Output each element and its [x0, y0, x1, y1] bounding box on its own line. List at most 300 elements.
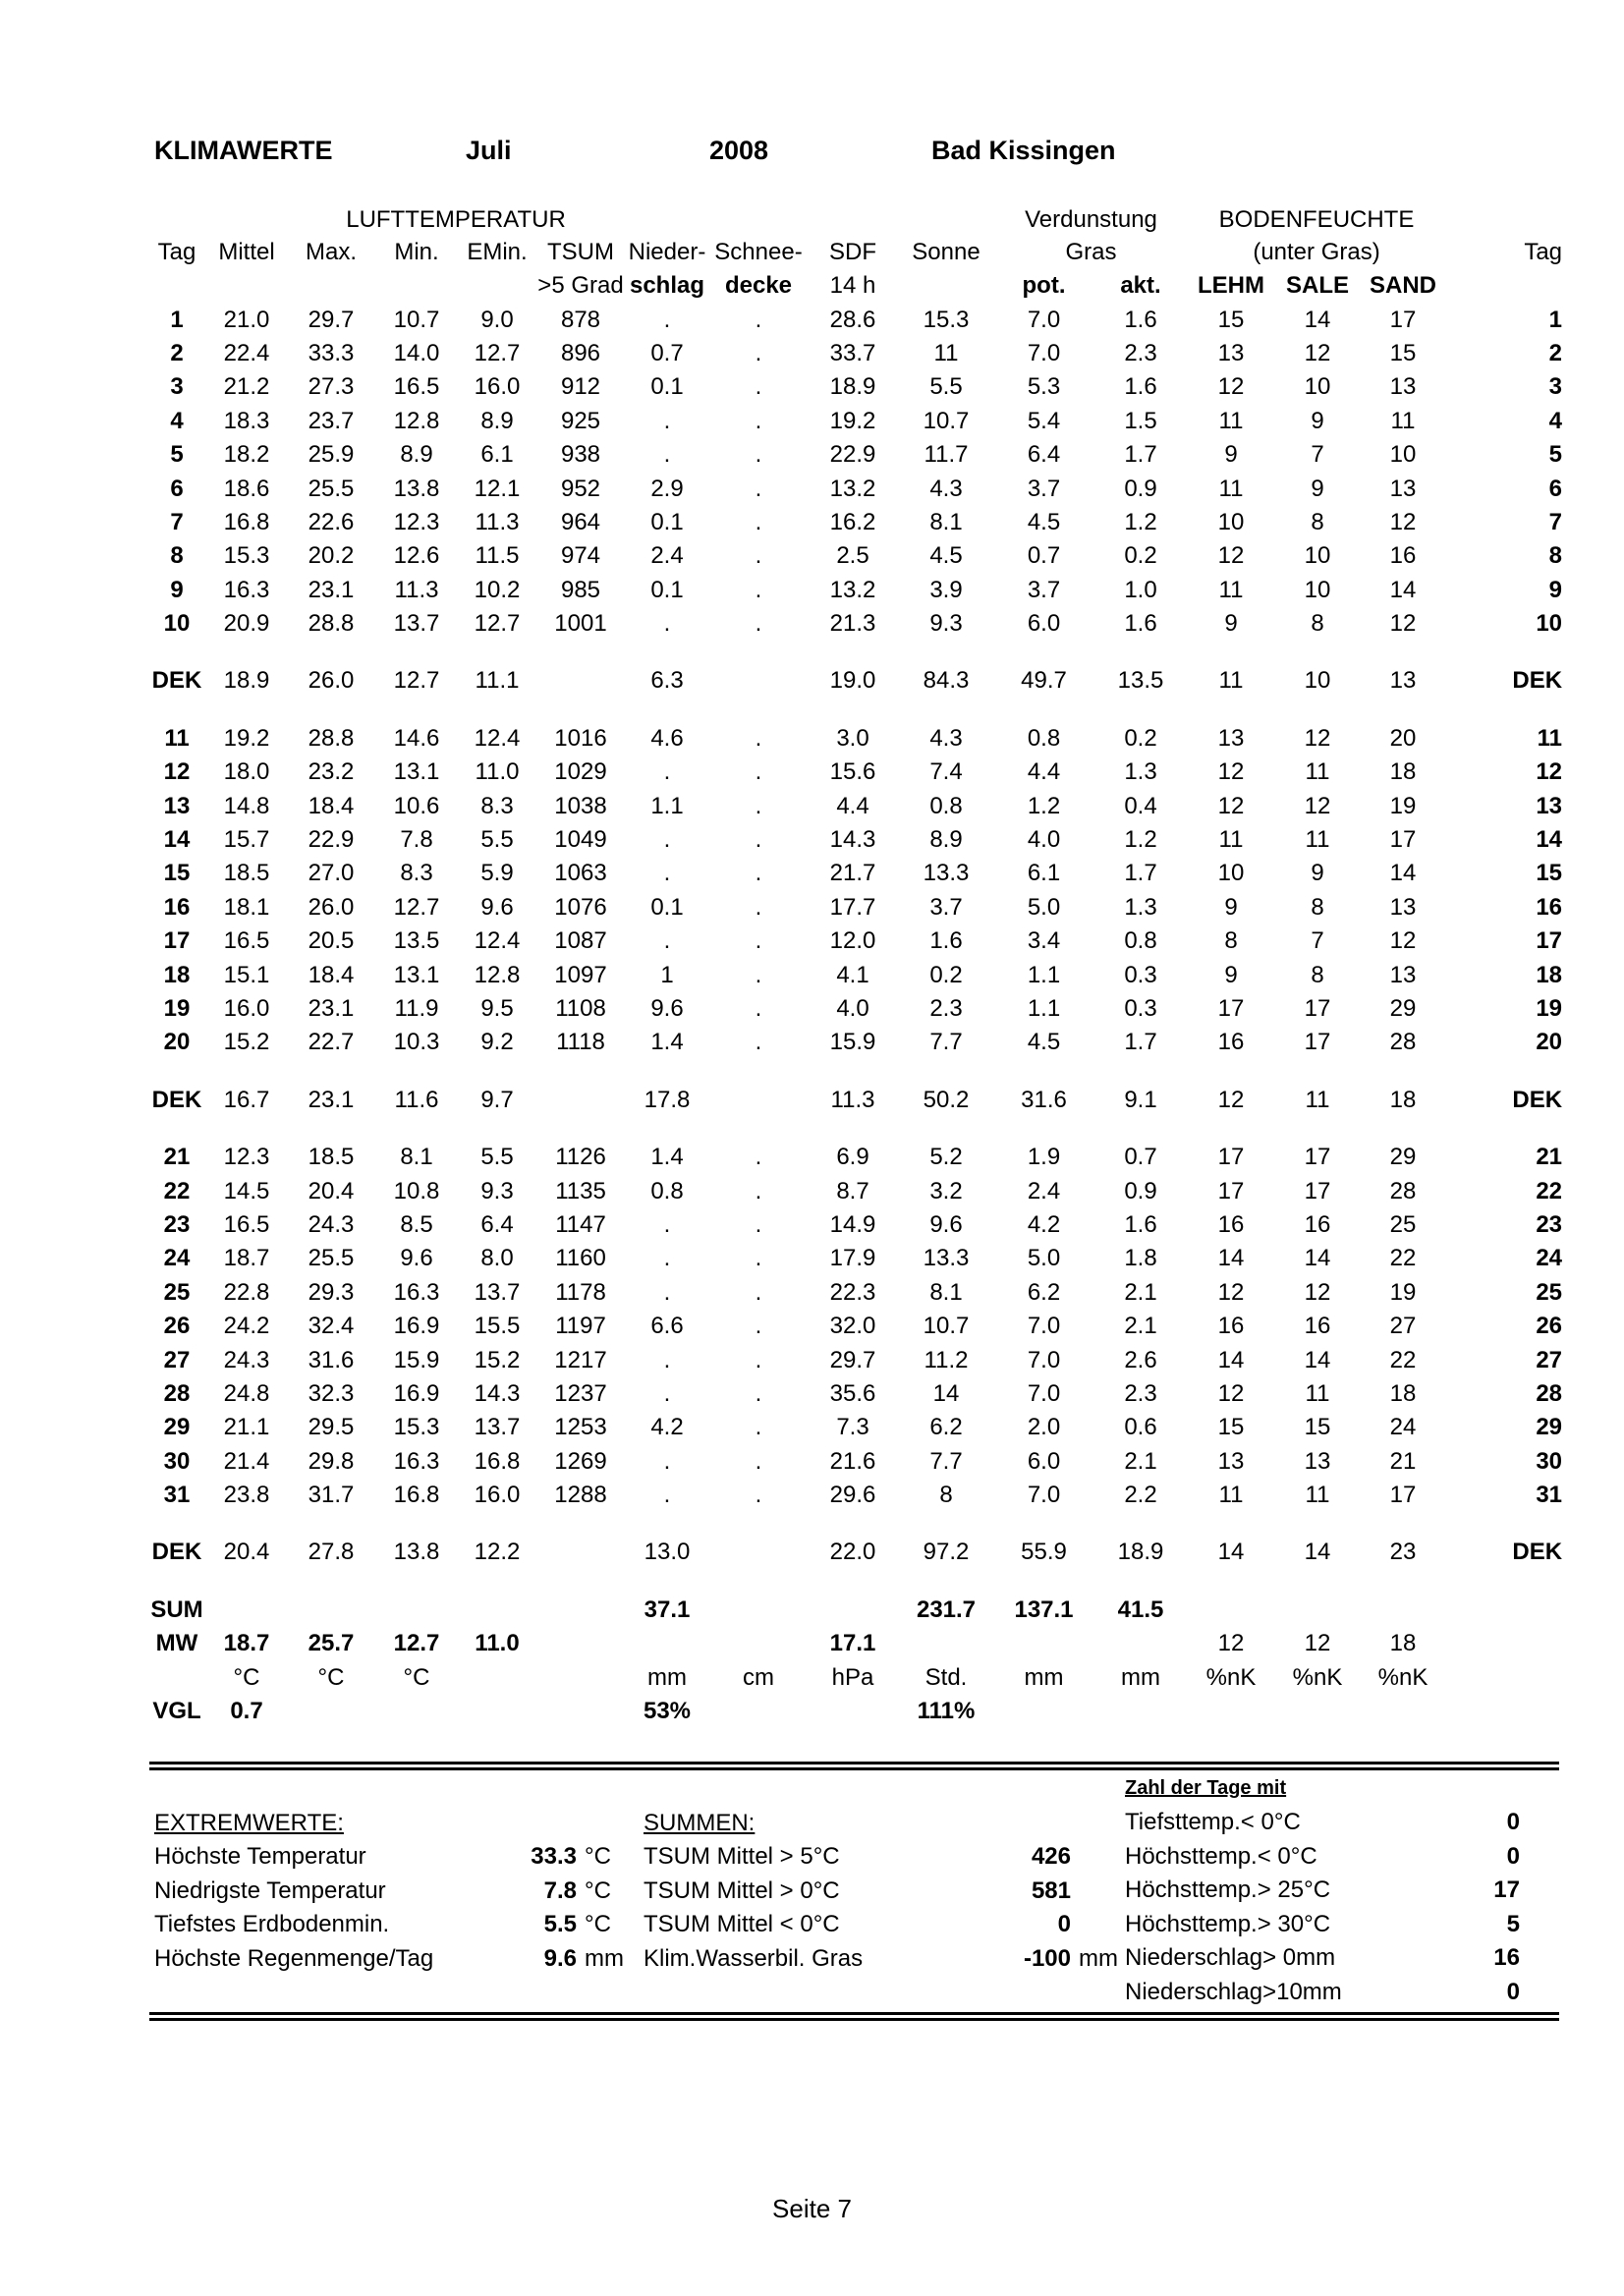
table-cell: 12	[1304, 724, 1331, 752]
table-cell: 18.4	[308, 792, 355, 819]
table-cell: DEK	[151, 667, 202, 695]
table-cell: mm	[647, 1663, 687, 1691]
divider-top-1	[149, 1762, 1559, 1764]
table-cell: 1135	[555, 1177, 606, 1204]
table-cell: 12	[1304, 792, 1331, 819]
table-cell: 12	[1217, 1278, 1245, 1306]
table-cell: 3.7	[1027, 576, 1061, 603]
zahl-value: 0	[1506, 1978, 1520, 2005]
table-cell: 17	[1304, 1029, 1331, 1056]
table-cell: 13.3	[923, 1245, 970, 1272]
divider-bottom-1	[149, 2012, 1559, 2015]
table-cell: 2.2	[1124, 1482, 1157, 1509]
table-cell: 16.5	[223, 927, 270, 955]
table-cell	[458, 1660, 536, 1694]
table-cell: 13.7	[474, 1414, 521, 1441]
table-cell: 10.6	[393, 792, 440, 819]
table-cell: 10	[1304, 667, 1331, 695]
table-cell: 2.1	[1124, 1313, 1157, 1340]
table-row	[147, 303, 1562, 336]
table-cell: 11.0	[475, 1630, 520, 1657]
table-row	[147, 607, 1562, 641]
table-cell: .	[663, 758, 671, 786]
table-cell: .	[663, 1210, 671, 1238]
table-cell: 16	[1217, 1210, 1245, 1238]
table-cell: 3.7	[929, 893, 963, 921]
table-cell: 5.5	[929, 373, 963, 401]
header-cell: Tag	[1524, 239, 1563, 266]
table-cell: 985	[560, 576, 601, 603]
table-row	[147, 438, 1562, 472]
table-cell: 25.7	[308, 1630, 355, 1657]
table-cell: 11.1	[475, 667, 520, 695]
table-cell: 18	[1389, 1379, 1417, 1407]
table-cell: DEK	[1512, 667, 1563, 695]
table-cell: 7	[1311, 927, 1324, 955]
table-cell: .	[755, 1245, 762, 1272]
table-row	[147, 1242, 1562, 1275]
table-cell: 7.0	[1027, 1346, 1061, 1373]
table-cell: 15.3	[393, 1414, 440, 1441]
spacer-row	[147, 1060, 1562, 1084]
table-cell: 0.6	[1124, 1414, 1157, 1441]
table-cell: 17	[1389, 1482, 1417, 1509]
table-cell	[709, 1084, 808, 1117]
table-cell: 0.8	[929, 792, 963, 819]
table-cell: DEK	[1512, 1086, 1563, 1113]
table-cell: 2.3	[1124, 339, 1157, 366]
table-cell: .	[663, 1245, 671, 1272]
table-cell: 55.9	[1021, 1539, 1067, 1566]
table-cell: 4.5	[1027, 508, 1061, 535]
table-cell: 28	[163, 1379, 191, 1407]
table-cell: .	[755, 1313, 762, 1340]
table-cell	[898, 1627, 994, 1660]
table-cell: .	[755, 893, 762, 921]
table-cell: 0.2	[1124, 724, 1157, 752]
table-cell: 49.7	[1021, 667, 1067, 695]
table-cell: 18.7	[223, 1630, 270, 1657]
table-cell: 29	[1389, 995, 1417, 1022]
table-cell: 29	[1389, 1144, 1417, 1171]
table-cell: 6.4	[480, 1210, 514, 1238]
table-cell: 11	[1218, 407, 1244, 434]
table-cell: 4.5	[929, 542, 963, 570]
table-cell: 12	[163, 758, 191, 786]
zahl-value: 16	[1493, 1944, 1520, 1971]
table-cell: 22.8	[223, 1278, 270, 1306]
table-row	[147, 823, 1562, 857]
table-cell: 12	[1217, 373, 1245, 401]
table-cell: 896	[560, 339, 601, 366]
header-cell: Schnee-	[714, 239, 803, 266]
table-cell: 24.2	[223, 1313, 270, 1340]
table-cell: 12	[1389, 508, 1417, 535]
table-cell: 1.1	[650, 792, 684, 819]
extremwerte-value: 5.5	[543, 1911, 577, 1937]
table-cell: 7.0	[1027, 1379, 1061, 1407]
table-cell: 10.7	[923, 1313, 970, 1340]
table-cell: 5	[170, 441, 184, 469]
table-cell: 13	[1217, 724, 1245, 752]
table-cell: 1087	[554, 927, 607, 955]
table-cell: 11.5	[475, 542, 520, 570]
table-cell: akt.	[1120, 272, 1161, 300]
table-cell: 1	[660, 961, 674, 988]
table-cell: 1.2	[1027, 792, 1061, 819]
table-cell: 6.2	[929, 1414, 963, 1441]
table-cell: 3	[1548, 373, 1563, 401]
table-cell: 11	[1218, 826, 1244, 854]
table-cell	[375, 1594, 458, 1627]
dekade-row	[147, 664, 1562, 698]
header-cell: TSUM	[547, 239, 614, 266]
table-cell: 7.7	[929, 1447, 963, 1475]
table-cell: 8.0	[480, 1245, 514, 1272]
extremwerte-section	[152, 1776, 1557, 2012]
table-cell: 11	[1537, 724, 1563, 752]
table-row	[147, 405, 1562, 438]
table-row	[147, 574, 1562, 607]
table-cell: .	[755, 542, 762, 570]
table-cell: 17	[1389, 826, 1417, 854]
units-row	[147, 1660, 1562, 1694]
table-cell: .	[755, 826, 762, 854]
table-cell: 11.0	[475, 758, 520, 786]
table-cell: 16	[1304, 1313, 1331, 1340]
table-cell: 10	[163, 610, 191, 638]
table-cell: 29.8	[308, 1447, 355, 1475]
table-cell: 15.3	[223, 542, 270, 570]
table-cell: 22.4	[223, 339, 270, 366]
table-cell: 15.9	[393, 1346, 440, 1373]
header-cell: Mittel	[218, 239, 275, 266]
table-cell: 18.0	[223, 758, 270, 786]
table-cell: 964	[560, 508, 601, 535]
table-cell: 11	[1305, 1482, 1330, 1509]
table-cell: 9.6	[929, 1210, 963, 1238]
table-cell	[536, 1627, 625, 1660]
table-cell: mm	[1121, 1663, 1160, 1691]
table-cell: 8	[1311, 610, 1324, 638]
table-cell: 13	[1389, 667, 1417, 695]
table-cell: .	[755, 724, 762, 752]
table-row	[147, 1479, 1562, 1512]
zahl-title: Zahl der Tage mit	[1125, 1777, 1287, 1799]
table-cell: 18.2	[223, 441, 270, 469]
table-cell: 12	[1217, 1086, 1245, 1113]
table-cell: hPa	[831, 1663, 874, 1691]
table-cell: 13.0	[644, 1539, 691, 1566]
table-cell: 15.3	[923, 306, 970, 333]
table-cell: 3.0	[836, 724, 869, 752]
table-cell: 53%	[643, 1698, 692, 1725]
table-cell: .	[755, 610, 762, 638]
table-cell: 9.7	[480, 1086, 514, 1113]
table-cell: 18.4	[308, 961, 355, 988]
table-cell: 16.5	[223, 1210, 270, 1238]
table-cell: 10.7	[923, 407, 970, 434]
table-cell: 5	[1548, 441, 1563, 469]
table-cell: 14	[1389, 860, 1417, 887]
table-cell: 7.3	[836, 1414, 869, 1441]
table-cell: 6.4	[1027, 441, 1061, 469]
table-cell: 8.3	[400, 860, 433, 887]
table-row	[147, 472, 1562, 505]
table-cell: 16.3	[393, 1447, 440, 1475]
table-cell: 14.3	[474, 1379, 521, 1407]
table-cell: °C	[403, 1663, 430, 1691]
table-cell: 20.2	[308, 542, 355, 570]
table-cell: 22.3	[829, 1278, 876, 1306]
table-cell: 0.4	[1124, 792, 1157, 819]
sum-row	[147, 1594, 1562, 1627]
table-cell: 10	[1217, 860, 1245, 887]
summen-value: 0	[1057, 1911, 1071, 1937]
table-cell: .	[755, 339, 762, 366]
table-cell: 12	[1217, 1630, 1245, 1657]
table-cell: 6.1	[1027, 860, 1061, 887]
table-cell: 2.0	[1027, 1414, 1061, 1441]
table-cell: 14	[1304, 1245, 1331, 1272]
table-cell: 22.7	[308, 1029, 355, 1056]
header-cell: Nieder-	[628, 239, 706, 266]
table-cell	[1361, 1695, 1445, 1728]
table-cell: 31	[1536, 1482, 1563, 1509]
table-cell: 21.1	[223, 1414, 270, 1441]
table-cell: 878	[560, 306, 601, 333]
extremwerte-unit: °C	[585, 1911, 611, 1937]
table-cell: .	[663, 1278, 671, 1306]
table-cell: 13.5	[393, 927, 440, 955]
table-cell: 111%	[917, 1698, 976, 1725]
table-cell	[458, 269, 536, 303]
table-cell: 8	[939, 1482, 953, 1509]
table-cell: 25.9	[308, 441, 355, 469]
table-cell	[1188, 1695, 1274, 1728]
table-cell: 1.3	[1124, 893, 1157, 921]
table-cell: 14	[1217, 1346, 1245, 1373]
table-cell: 2.3	[1124, 1379, 1157, 1407]
table-cell: 29.3	[308, 1278, 355, 1306]
table-cell: 12	[1304, 1630, 1331, 1657]
table-cell: 9.6	[400, 1245, 433, 1272]
table-cell: 27.8	[308, 1539, 355, 1566]
table-cell: 0.1	[650, 373, 684, 401]
table-cell: 1.0	[1124, 576, 1157, 603]
table-cell: 4	[170, 407, 184, 434]
table-cell: 27.3	[308, 373, 355, 401]
table-cell: 13.5	[1117, 667, 1164, 695]
table-cell: 1.4	[650, 1144, 684, 1171]
table-row	[147, 789, 1562, 822]
table-row	[147, 891, 1562, 924]
table-cell	[536, 1660, 625, 1694]
table-cell: 1.4	[650, 1029, 684, 1056]
table-cell: 9	[1311, 475, 1324, 502]
mw-row	[147, 1627, 1562, 1660]
summen-value: 426	[1031, 1843, 1071, 1870]
table-cell: 1118	[556, 1029, 605, 1056]
table-cell: 0.7	[230, 1698, 263, 1725]
table-cell: 27	[1536, 1346, 1563, 1373]
page-footer: Seite 7	[772, 2194, 852, 2223]
zahl-value: 17	[1493, 1876, 1520, 1903]
table-cell	[1093, 1695, 1188, 1728]
table-cell	[808, 1695, 898, 1728]
table-cell: 9	[170, 576, 184, 603]
table-cell: 12	[1217, 1379, 1245, 1407]
table-cell: 6	[1548, 475, 1563, 502]
table-cell: 2	[170, 339, 184, 366]
table-cell: .	[755, 1346, 762, 1373]
table-row	[147, 857, 1562, 890]
table-cell: 1.5	[1124, 407, 1157, 434]
table-cell	[458, 1594, 536, 1627]
table-cell: 29.7	[308, 306, 355, 333]
table-row	[147, 370, 1562, 404]
table-cell: 1.9	[1027, 1144, 1061, 1171]
table-cell: 10	[1304, 373, 1331, 401]
header-verdunstung: Verdunstung	[1025, 205, 1157, 233]
table-cell: 13	[1304, 1447, 1331, 1475]
table-cell: 1.7	[1124, 860, 1157, 887]
table-cell: 11	[1218, 1482, 1244, 1509]
table-cell: 7.0	[1027, 1482, 1061, 1509]
table-cell: 8.3	[480, 792, 514, 819]
extremwerte-value: 33.3	[531, 1843, 577, 1870]
table-cell: %nK	[1292, 1663, 1343, 1691]
table-cell: 20	[1389, 724, 1417, 752]
table-cell: 12.8	[474, 961, 521, 988]
table-cell: 12.0	[829, 927, 876, 955]
table-cell	[1445, 1695, 1562, 1728]
table-cell	[1361, 1594, 1445, 1627]
table-cell: 1.3	[1124, 758, 1157, 786]
table-cell: 3.9	[929, 576, 963, 603]
table-cell: 28	[1389, 1029, 1417, 1056]
table-cell: 13	[1217, 339, 1245, 366]
table-cell: 11	[933, 339, 959, 366]
table-cell: 1	[170, 306, 184, 333]
table-cell: 912	[560, 373, 601, 401]
table-cell: .	[755, 1144, 762, 1171]
table-cell: 41.5	[1117, 1596, 1164, 1623]
table-cell: mm	[1024, 1663, 1064, 1691]
table-cell: 14	[1217, 1539, 1245, 1566]
title-label: KLIMAWERTE	[154, 136, 333, 165]
header-cell: Gras	[1065, 239, 1117, 266]
zahl-value: 0	[1506, 1809, 1520, 1835]
table-row	[147, 337, 1562, 370]
summen-label: TSUM Mittel > 5°C	[644, 1843, 840, 1870]
table-cell: 20	[163, 1029, 191, 1056]
table-cell: 14.5	[223, 1177, 270, 1204]
table-cell: .	[755, 1379, 762, 1407]
table-cell: 10.7	[393, 306, 440, 333]
table-cell: 16.9	[393, 1379, 440, 1407]
table-cell: 18	[163, 961, 191, 988]
table-cell	[536, 1536, 625, 1569]
table-cell: 0.9	[1124, 1177, 1157, 1204]
table-cell: 0.2	[1124, 542, 1157, 570]
header-cell: Sonne	[912, 239, 980, 266]
table-cell: LEHM	[1198, 272, 1264, 300]
table-cell: 97.2	[923, 1539, 970, 1566]
table-cell: 21.2	[223, 373, 270, 401]
table-cell: 12.6	[393, 542, 440, 570]
table-cell: 24.3	[308, 1210, 355, 1238]
table-cell: 11	[1305, 826, 1330, 854]
table-cell: 6.1	[480, 441, 514, 469]
table-cell	[206, 269, 287, 303]
table-cell: 6	[170, 475, 184, 502]
table-cell: 7.8	[400, 826, 433, 854]
table-cell: 23.8	[223, 1482, 270, 1509]
extremwerte-unit: °C	[585, 1876, 611, 1904]
table-cell: 952	[560, 475, 601, 502]
table-cell: 16.2	[829, 508, 876, 535]
table-cell: 12	[1217, 792, 1245, 819]
table-cell: 13.8	[393, 475, 440, 502]
table-cell: schlag	[629, 272, 705, 300]
table-cell: 6.6	[650, 1313, 684, 1340]
table-row	[147, 924, 1562, 958]
table-row	[147, 1174, 1562, 1207]
table-cell: .	[755, 1177, 762, 1204]
zahl-label: Höchsttemp.> 25°C	[1125, 1876, 1331, 1903]
table-cell: 17	[1304, 995, 1331, 1022]
table-cell: 25	[163, 1278, 191, 1306]
table-row	[147, 992, 1562, 1026]
table-cell: 8	[1311, 508, 1324, 535]
table-cell: 16.3	[223, 576, 270, 603]
table-cell: 9.5	[480, 995, 514, 1022]
header-cell: Max.	[305, 239, 357, 266]
table-cell: 8.7	[836, 1177, 869, 1204]
table-cell: 9	[1224, 893, 1238, 921]
table-cell: 21	[163, 1144, 191, 1171]
table-cell: 16.9	[393, 1313, 440, 1340]
table-cell: 16.8	[223, 508, 270, 535]
table-cell	[287, 269, 375, 303]
table-cell: 6.0	[1027, 610, 1061, 638]
table-cell: 28.6	[829, 306, 876, 333]
table-cell: 29	[163, 1414, 191, 1441]
extremwerte-value: 9.6	[543, 1944, 577, 1972]
table-cell: 1237	[554, 1379, 607, 1407]
table-cell: 1038	[554, 792, 607, 819]
table-cell: 18	[1536, 961, 1563, 988]
table-cell: %nK	[1205, 1663, 1257, 1691]
table-cell: 15	[163, 860, 191, 887]
table-cell: .	[755, 508, 762, 535]
table-cell: 20.4	[308, 1177, 355, 1204]
table-cell: 3.7	[1027, 475, 1061, 502]
table-cell: 5.3	[1027, 373, 1061, 401]
table-cell: 19.0	[829, 667, 876, 695]
spacer-row	[147, 699, 1562, 722]
table-cell: 17	[1389, 306, 1417, 333]
spacer-row	[147, 1117, 1562, 1141]
table-cell: .	[755, 758, 762, 786]
table-cell	[1188, 1594, 1274, 1627]
table-cell: 11.3	[830, 1086, 875, 1113]
table-row	[147, 539, 1562, 573]
table-cell	[287, 1695, 375, 1728]
table-cell: 16.3	[393, 1278, 440, 1306]
extremwerte-label: Höchste Temperatur	[154, 1843, 366, 1870]
